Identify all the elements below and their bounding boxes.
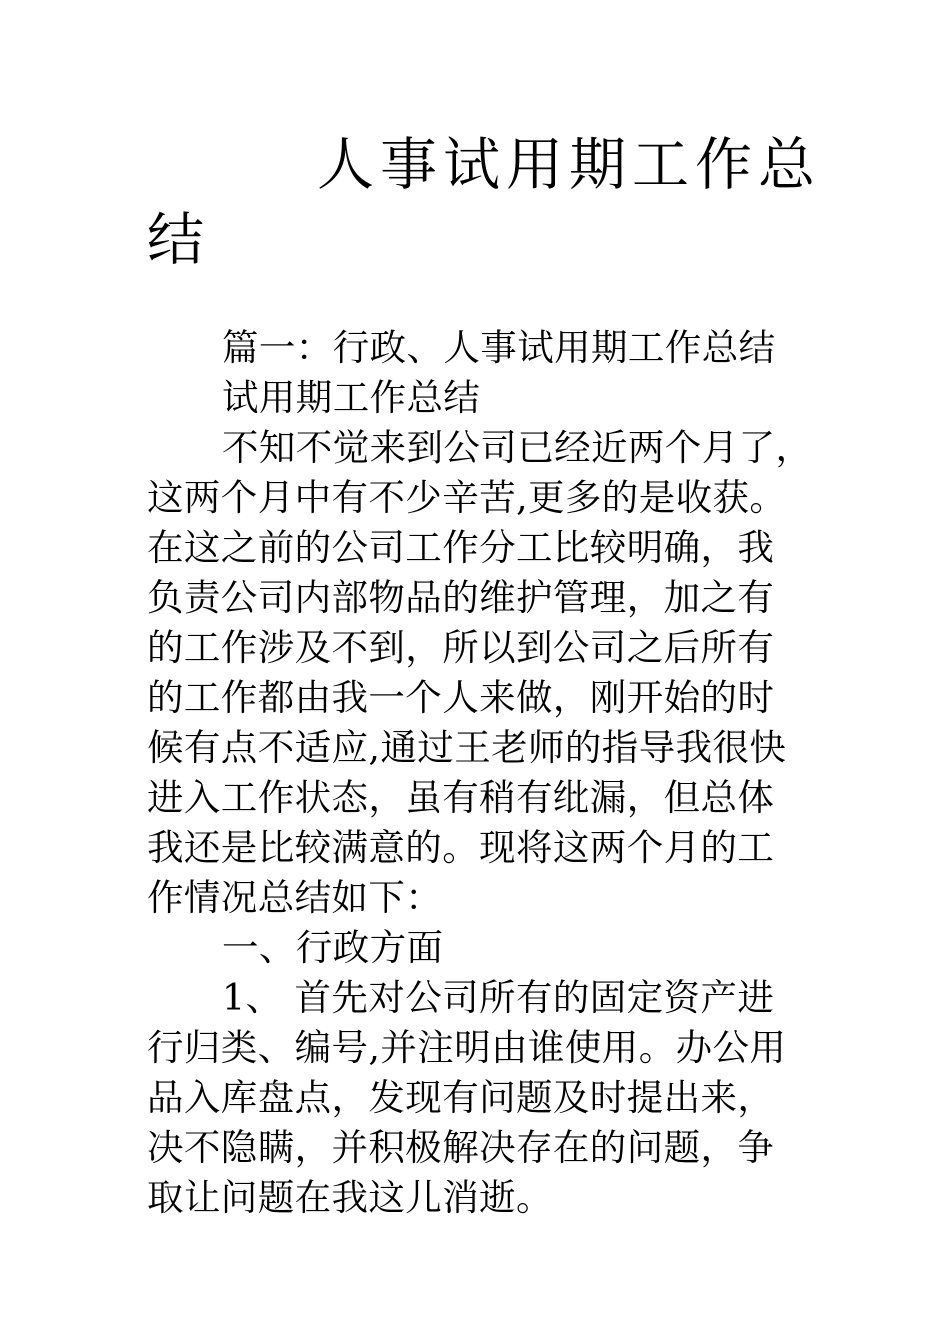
- text-line: 我还是比较满意的。现将这两个月的工: [147, 826, 775, 869]
- paragraph-subheading: [147, 373, 827, 423]
- text-line: 作情况总结如下：: [147, 876, 443, 919]
- text-line: 篇一：行政、人事试用期工作总结: [222, 326, 776, 369]
- document-title: 人事试用期工作总结: [147, 132, 821, 273]
- text-line: 的工作涉及不到，所以到公司之后所有: [147, 626, 775, 669]
- paragraph-item-1: [147, 973, 827, 1223]
- text-line: 一、行政方面: [222, 926, 444, 969]
- paragraph-intro: [147, 423, 827, 923]
- text-line: 这两个月中有不少辛苦,更多的是收获。: [147, 476, 787, 519]
- text-line: 品入库盘点，发现有问题及时提出来，: [147, 1076, 775, 1119]
- text-line: 试用期工作总结: [222, 376, 481, 419]
- text-line: 负责公司内部物品的维护管理，加之有: [147, 576, 775, 619]
- section-heading-admin: [147, 923, 827, 973]
- text-line: 行归类、编号,并注明由谁使用。办公用: [147, 1026, 787, 1069]
- text-line: 进入工作状态，虽有稍有纰漏，但总体: [147, 776, 775, 819]
- text-line: 取让问题在我这儿消逝。: [147, 1176, 553, 1219]
- text-line: 1、 首先对公司所有的固定资产进: [222, 976, 775, 1019]
- document-body: [147, 323, 827, 1223]
- text-line: 决不隐瞒，并积极解决存在的问题，争: [147, 1126, 775, 1169]
- paragraph-heading-1: [147, 323, 827, 373]
- text-line: 在这之前的公司工作分工比较明确，我: [147, 526, 775, 569]
- text-line: 不知不觉来到公司已经近两个月了，: [222, 426, 813, 469]
- text-line: 候有点不适应,通过王老师的指导我很快: [147, 726, 787, 769]
- text-line: 的工作都由我一个人来做，刚开始的时: [147, 676, 775, 719]
